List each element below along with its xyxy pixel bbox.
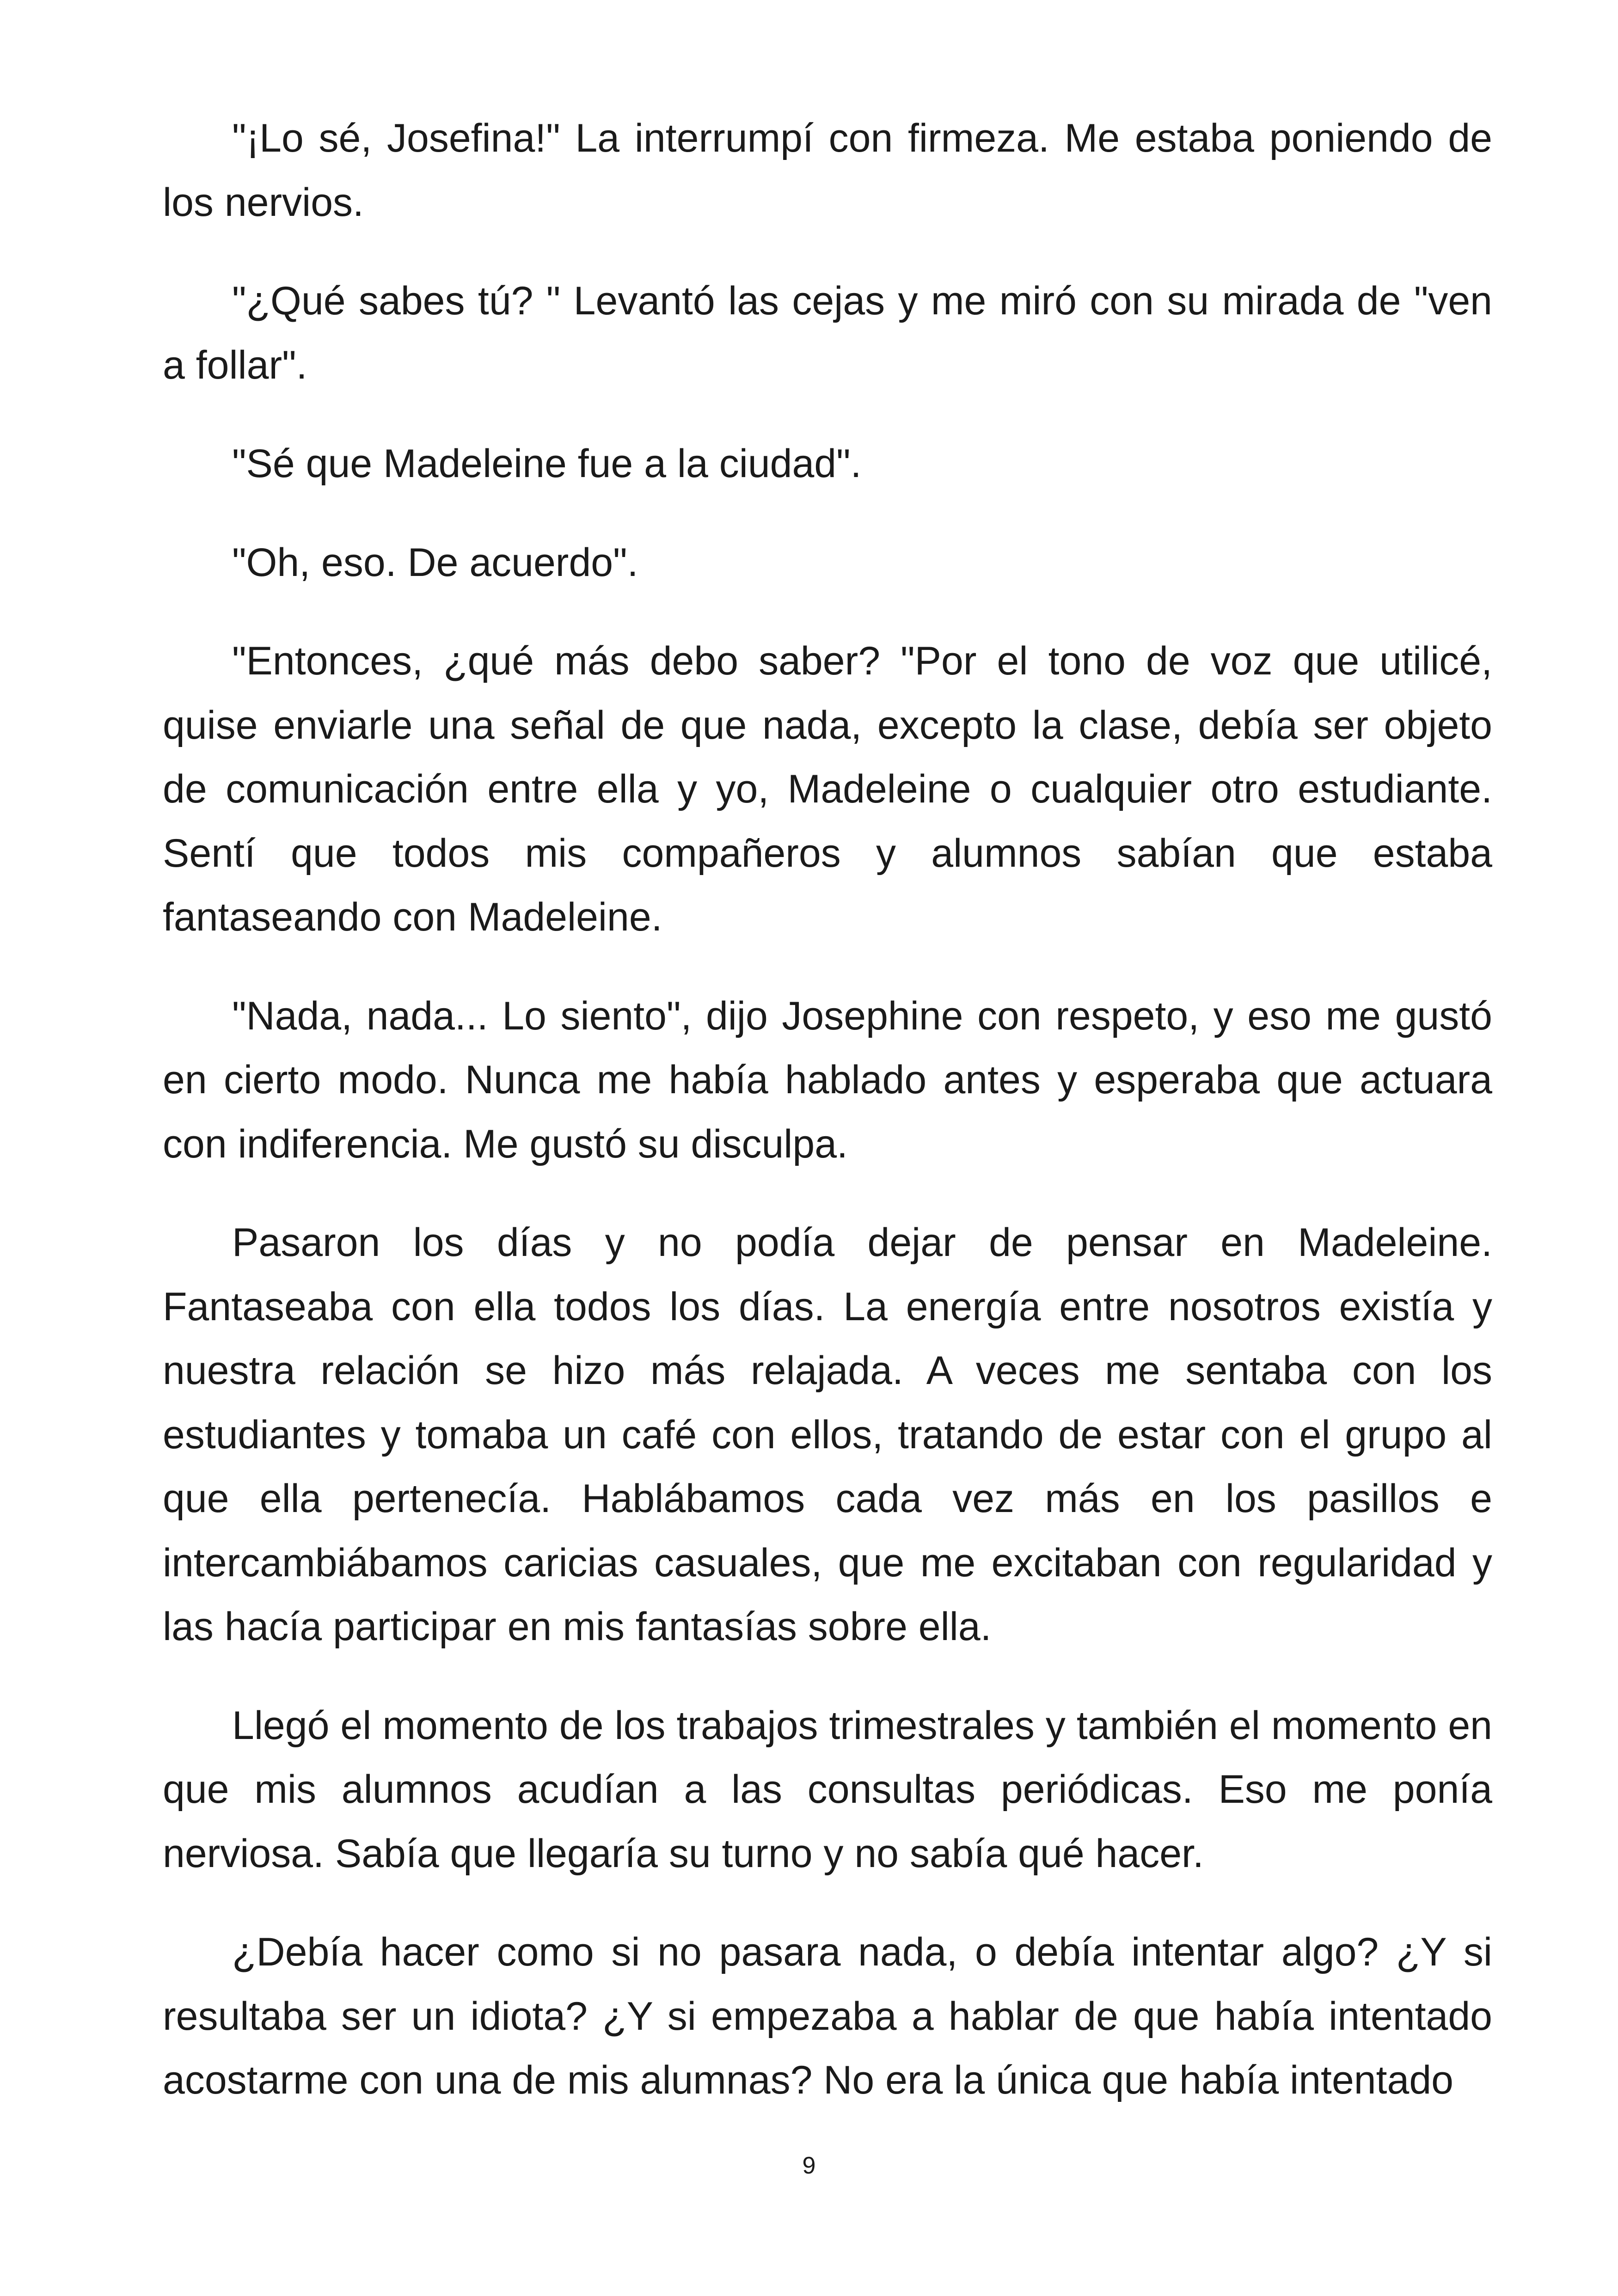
paragraph: "Entonces, ¿qué más debo saber? "Por el tono de voz que utilicé, quise enviarle una señal de que nada, excepto la clase, debía ser objeto de comunicación entre ella y yo, Madeleine o cualquier otro estudiante. Sentí que todos mis compañeros y alumnos sabían que estaba fantaseando con Madeleine. bbox=[163, 639, 1492, 939]
paragraph: "Oh, eso. De acuerdo". bbox=[232, 540, 638, 585]
paragraph: "¿Qué sabes tú? " Levantó las cejas y me miró con su mirada de "ven a follar". bbox=[163, 279, 1492, 387]
paragraph: ¿Debía hacer como si no pasara nada, o debía intentar algo? ¿Y si resultaba ser un idiota? ¿Y si empezaba a hablar de que había intentado acostarme con una de mis alumnas? No era la única que había intentado bbox=[163, 1930, 1492, 2102]
paragraph: "Nada, nada... Lo siento", dijo Josephine con respeto, y eso me gustó en cierto modo. Nunca me había hablado antes y esperaba que actuara con indiferencia. Me gustó su disculpa. bbox=[163, 993, 1492, 1166]
paragraph: "¡Lo sé, Josefina!" La interrumpí con firmeza. Me estaba poniendo de los nervios. bbox=[163, 116, 1492, 225]
page-number: 9 bbox=[802, 2152, 816, 2179]
paragraph: Pasaron los días y no podía dejar de pensar en Madeleine. Fantaseaba con ella todos los días. La energía entre nosotros existía y nuestra relación se hizo más relajada. A veces me sentaba con los estudiantes y tomaba un café con ellos, tratando de estar con el grupo al que ella pertenecía. Hablábamos cada vez más en los pasillos e intercambiábamos caricias casuales, que me excitaban con regularidad y las hacía participar en mis fantasías sobre ella. bbox=[163, 1220, 1492, 1649]
paragraph: Llegó el momento de los trabajos trimestrales y también el momento en que mis alumnos acudían a las consultas periódicas. Eso me ponía nerviosa. Sabía que llegaría su turno y no sabía qué hacer. bbox=[163, 1703, 1492, 1876]
paragraph: "Sé que Madeleine fue a la ciudad". bbox=[232, 441, 862, 486]
page-body-text bbox=[163, 106, 1492, 2147]
